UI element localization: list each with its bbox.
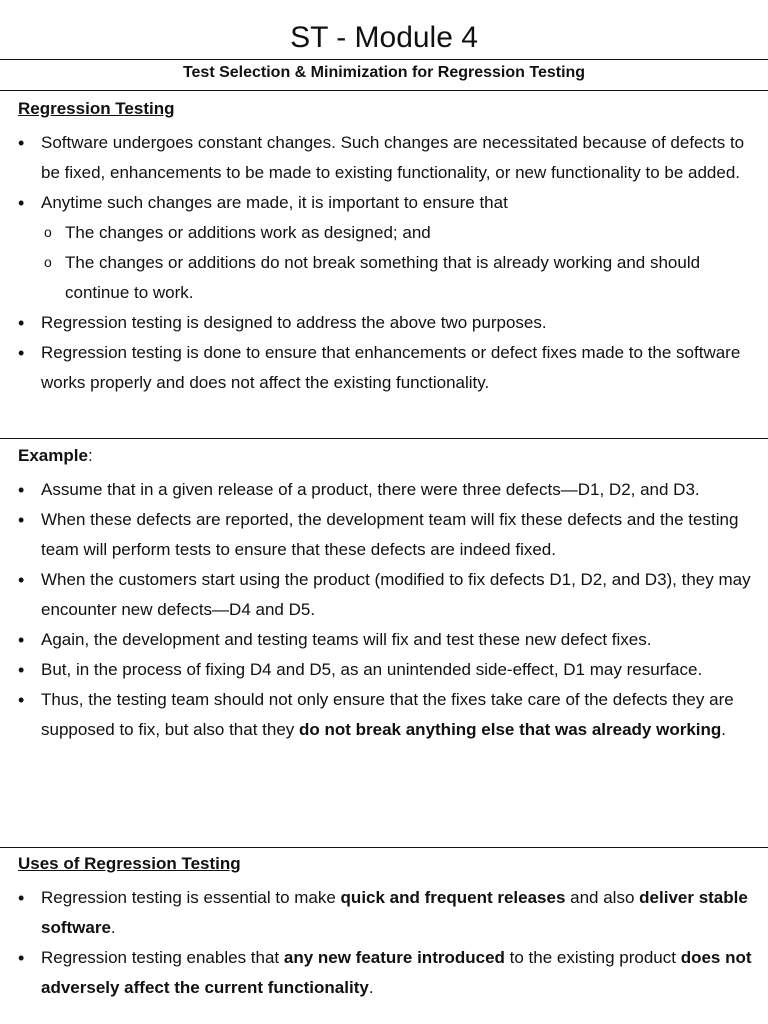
bullet-list: [18, 128, 753, 398]
emphasis-text: do not break anything else that was already working: [299, 720, 722, 739]
list-item-text: .: [721, 720, 727, 739]
list-item-text: Anytime such changes are made, it is important to ensure that: [41, 193, 508, 212]
list-item-text: and also: [565, 888, 640, 907]
bullet-list: [18, 883, 753, 1003]
sub-list-item: o The changes or additions work as designed; and: [18, 218, 753, 248]
list-item: • Again, the development and testing teams will fix and test these new defect fixes.: [18, 625, 753, 655]
bullet-list: [18, 475, 753, 745]
section-heading: [18, 441, 753, 471]
list-item: • Regression testing is designed to address the above two purposes.: [18, 308, 753, 338]
list-item: [18, 685, 753, 745]
list-item-text: .: [368, 978, 374, 997]
list-item: • Assume that in a given release of a product, there were three defects—D1, D2, and D3.: [18, 475, 753, 505]
section-regression-testing: [18, 94, 753, 398]
section-heading: Regression Testing: [18, 99, 175, 118]
heading-colon: :: [87, 446, 93, 465]
list-item-text: .: [110, 918, 116, 937]
emphasis-text: quick and frequent releases: [340, 888, 566, 907]
page-title: ST - Module 4: [290, 21, 478, 54]
section-divider: [0, 847, 768, 848]
list-item: • Regression testing is done to ensure that enhancements or defect fixes made to the software works properly and does not affect the existing functionality.: [18, 338, 753, 398]
title-divider: [0, 59, 768, 60]
subtitle-divider: [0, 90, 768, 91]
emphasis-text: deliver stable software: [41, 888, 748, 937]
list-item: [18, 188, 753, 308]
section-divider: [0, 438, 768, 439]
sub-list-item: o The changes or additions do not break something that is already working and should continue to work.: [18, 248, 753, 308]
list-item: [18, 943, 753, 1003]
list-item: • When the customers start using the product (modified to fix defects D1, D2, and D3), they may encounter new defects—D4 and D5.: [18, 565, 753, 625]
list-item: [18, 883, 753, 943]
list-item: • Software undergoes constant changes. Such changes are necessitated because of defects to be fixed, enhancements to be made to existing functionality, or new functionality to be added.: [18, 128, 753, 188]
page-subtitle: Test Selection & Minimization for Regression Testing: [182, 64, 586, 81]
list-item: • When these defects are reported, the development team will fix these defects and the testing team will perform tests to ensure that these defects are indeed fixed.: [18, 505, 753, 565]
section-uses-of-regression-testing: [18, 849, 753, 1003]
list-item: • But, in the process of fixing D4 and D5, as an unintended side-effect, D1 may resurface.: [18, 655, 753, 685]
section-example: [18, 441, 753, 745]
sub-bullet-list: [18, 218, 753, 308]
list-item-text: to the existing product: [504, 948, 681, 967]
heading-text: Example: [18, 446, 88, 465]
emphasis-text: does not adversely affect the current functionality: [41, 948, 752, 997]
list-item-text: Thus, the testing team should not only ensure that the fixes take care of the defects they are supposed to fix, but also that they: [41, 690, 734, 739]
list-item-text: Regression testing is essential to make: [41, 888, 341, 907]
section-heading: Uses of Regression Testing: [18, 854, 241, 873]
list-item-text: Regression testing enables that: [41, 948, 284, 967]
emphasis-text: any new feature introduced: [283, 948, 505, 967]
